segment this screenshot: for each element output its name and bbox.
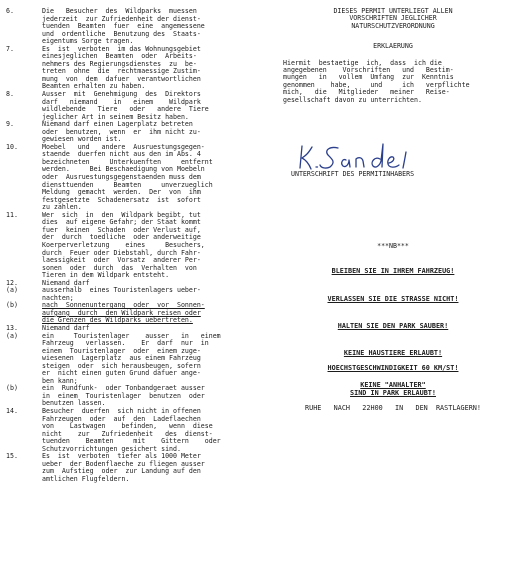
regulation-number bbox=[6, 151, 42, 159]
regulation-number bbox=[6, 219, 42, 227]
regulation-text: Beamten erhalten zu haben. bbox=[42, 82, 146, 91]
rule-text: HOECHSTGESCHWINDIGKEIT 60 KM/ST! bbox=[327, 364, 459, 372]
erklaerung-line: angegebenen Vorschriften und Bestim- bbox=[283, 66, 454, 75]
regulation-text: Besucher duerfen sich nicht in offenen bbox=[42, 406, 201, 415]
regulation-text: einesjeglichen Beamten oder Arbeits- bbox=[42, 52, 197, 61]
regulation-text: nehmers des Regierungsdienstes zu be- bbox=[42, 59, 197, 68]
handwritten-signature bbox=[296, 138, 414, 174]
regulation-text: Wer sich in den Wildpark begibt, tut bbox=[42, 210, 201, 219]
rule-text: VERLASSEN SIE DIE STRASSE NICHT! bbox=[327, 295, 459, 303]
regulation-text: staende duerfen nicht aus den im Abs. 4 bbox=[42, 150, 201, 159]
rule-text: KEINE HAUSTIERE ERLAUBT! bbox=[343, 349, 443, 357]
regulation-text: eigentums Sorge tragen. bbox=[42, 37, 134, 46]
regulation-text: ueber der Bodenflaeche zu fliegen ausser bbox=[42, 459, 205, 468]
regulation-number bbox=[6, 106, 42, 114]
erklaerung-title: ERKLAERUNG bbox=[373, 42, 413, 51]
regulation-text: Die Besucher des Wildparks muessen bbox=[42, 7, 197, 15]
regulation-text: Es ist verboten tiefer als 1000 Meter bbox=[42, 452, 201, 461]
regulation-number bbox=[6, 76, 42, 84]
regulation-number bbox=[6, 53, 42, 61]
regulation-number bbox=[6, 461, 42, 469]
regulation-text: mung von dem dafuer verantwortlichen bbox=[42, 74, 201, 83]
rule-no-pets bbox=[283, 349, 503, 357]
regulation-number bbox=[6, 234, 42, 242]
regulation-text: Fahrzeugen oder auf den Ladeflaechen bbox=[42, 414, 201, 423]
regulation-number bbox=[6, 250, 42, 258]
regulation-number bbox=[6, 68, 42, 76]
regulation-text: zu zahlen. bbox=[42, 203, 82, 212]
regulation-text: Ausser mit Genehmigung des Direktors bbox=[42, 90, 201, 99]
regulation-number: 14. bbox=[6, 406, 18, 415]
regulation-number bbox=[6, 265, 42, 273]
regulation-number bbox=[6, 476, 42, 484]
regulation-text: Niemand darf bbox=[42, 323, 90, 332]
rule-speed-limit bbox=[283, 364, 503, 372]
regulation-number bbox=[6, 99, 42, 107]
regulation-text: er nicht einen guten Grund dafuer ange- bbox=[42, 369, 201, 378]
regulation-text: amtlichen Flugfeldern. bbox=[42, 474, 130, 483]
regulation-text: ben kann; bbox=[42, 376, 78, 385]
nb-marker: ***NB*** bbox=[377, 242, 409, 250]
regulation-number bbox=[6, 355, 42, 363]
regulation-line bbox=[6, 476, 274, 484]
regulation-number: (b) bbox=[6, 384, 18, 393]
regulation-text: Niemand darf einen Lagerplatz betreten bbox=[42, 120, 193, 129]
regulation-text: oder benutzen, wenn er ihm nicht zu- bbox=[42, 127, 201, 136]
regulation-number bbox=[6, 257, 42, 265]
regulation-number bbox=[6, 370, 42, 378]
regulation-number bbox=[6, 438, 42, 446]
regulation-number bbox=[6, 61, 42, 69]
permit-header-line-1: DIESES PERMIT UNTERLIEGT ALLEN bbox=[333, 7, 453, 15]
regulation-text: nicht zur Zufriedenheit des dienst- bbox=[42, 429, 213, 438]
regulation-text: Meldung gemacht werden. Der von ihm bbox=[42, 188, 201, 197]
regulation-text: ein Rundfunk- oder Tonbandgeraet ausser bbox=[42, 384, 205, 393]
regulation-text: nach Sonnenuntergang oder vor Sonnen- bbox=[42, 301, 205, 310]
regulations-column bbox=[6, 8, 274, 483]
regulation-number: 6. bbox=[6, 7, 14, 15]
rule-text: BLEIBEN SIE IN IHREM FAHRZEUG! bbox=[331, 267, 455, 275]
regulation-number: 7. bbox=[6, 44, 14, 53]
rule-keep-park-clean bbox=[283, 322, 503, 330]
regulation-text: diensttuenden Beamten unverzueglich bbox=[42, 180, 213, 189]
regulation-text: Moebel und andere Ausruestungsgegen- bbox=[42, 142, 205, 151]
regulation-text: gewiesen worden ist. bbox=[42, 135, 122, 144]
regulation-number bbox=[6, 423, 42, 431]
erklaerung-line: mungen in vollem Umfang zur Kenntnis bbox=[283, 73, 454, 82]
regulation-number bbox=[6, 16, 42, 24]
rule-quiet-hours bbox=[283, 404, 503, 412]
regulation-text: der durch toedliche oder anderweitige bbox=[42, 233, 201, 242]
regulation-number bbox=[6, 129, 42, 137]
regulation-text: ein Touristenlager ausser in einem bbox=[42, 331, 221, 340]
regulation-text: werden. Bei Beschaedigung von Moebeln bbox=[42, 165, 205, 174]
regulation-text: steigen oder sich herausbeugen, sofern bbox=[42, 361, 201, 370]
regulation-number bbox=[6, 468, 42, 476]
regulation-number bbox=[6, 393, 42, 401]
regulation-text: darf niemand in einem Wildpark bbox=[42, 97, 201, 106]
regulation-number bbox=[6, 363, 42, 371]
regulation-text: die Grenzen des Wildparks uebertreten. bbox=[42, 316, 193, 325]
regulation-text: Es ist verboten im das Wohnungsgebiet bbox=[42, 44, 201, 53]
regulation-text: von Lastwagen befinden, wenn diese bbox=[42, 422, 213, 431]
regulation-number bbox=[6, 310, 42, 318]
regulation-number bbox=[6, 227, 42, 235]
regulation-text: einem Touristenlager oder einem zuge- bbox=[42, 346, 201, 355]
regulation-number: 11. bbox=[6, 210, 18, 219]
regulation-text: und ordentliche Benutzung des Staats- bbox=[42, 29, 201, 38]
regulation-text: laessigkeit oder Vorsatz anderer Per- bbox=[42, 256, 201, 265]
regulation-text: wildlebende Tiere oder andere Tiere bbox=[42, 105, 209, 114]
rule-text: KEINE "ANHALTER" bbox=[360, 381, 426, 389]
erklaerung-line: Hiermit bestaetige ich, dass ich die bbox=[283, 58, 442, 67]
regulation-text: wiesenen Lagerplatz aus einem Fahrzeug bbox=[42, 354, 201, 363]
signature-caption: UNTERSCHRIFT DES PERMITINHABERS bbox=[291, 170, 415, 178]
regulation-number bbox=[6, 197, 42, 205]
regulation-number bbox=[6, 166, 42, 174]
regulation-number: 15. bbox=[6, 452, 18, 461]
regulation-number bbox=[6, 174, 42, 182]
regulation-text: jeglicher Art in seinem Besitz haben. bbox=[42, 112, 189, 121]
regulation-text: jederzeit zur Zufriedenheit der dienst- bbox=[42, 14, 201, 23]
regulation-number bbox=[6, 242, 42, 250]
regulation-text: festgesetzte Schadenersatz ist sofort bbox=[42, 195, 201, 204]
regulation-text: in einem Touristenlager benutzen oder bbox=[42, 391, 205, 400]
regulation-number bbox=[6, 348, 42, 356]
regulation-text: durch Feuer oder Diebstahl, durch Fahr- bbox=[42, 248, 201, 257]
permit-header-line-3: NATURSCHUTZVERORDNUNG bbox=[351, 21, 435, 30]
rule-stay-in-vehicle bbox=[283, 267, 503, 275]
regulation-number bbox=[6, 416, 42, 424]
regulation-text: Koerperverletzung eines Besuchers, bbox=[42, 240, 205, 249]
regulation-text: benutzen lassen. bbox=[42, 399, 106, 408]
regulation-text: Tieren in dem Wildpark entsteht. bbox=[42, 271, 170, 280]
regulation-text: aufgang durch den Wildpark reisen oder bbox=[42, 308, 201, 317]
regulation-number bbox=[6, 23, 42, 31]
rule-no-hitchhikers bbox=[283, 381, 503, 389]
regulation-text: tuenden Beamten fuer eine angemessene bbox=[42, 22, 205, 31]
regulation-text: zum Aufstieg oder zur Landung auf den bbox=[42, 467, 201, 476]
regulation-text: bezeichneten Unterkuenften entfernt bbox=[42, 157, 213, 166]
rule-text: SIND IN PARK ERLAUBT! bbox=[350, 389, 436, 397]
rule-text: RUHE NACH 22H00 IN DEN RASTLAGERN! bbox=[305, 404, 481, 412]
regulation-number: 13. bbox=[6, 323, 18, 332]
rule-no-hitchhikers-line-2 bbox=[283, 389, 503, 397]
regulation-number: (b) bbox=[6, 301, 18, 310]
regulation-number bbox=[6, 340, 42, 348]
regulation-text: dies auf eigene Gefahr; der Staat kommt bbox=[42, 218, 201, 227]
regulation-text: fuer keinen Schaden oder Verlust auf, bbox=[42, 225, 201, 234]
erklaerung-line: genommen habe, und ich verpflichte bbox=[283, 80, 470, 89]
regulation-number: 8. bbox=[6, 90, 14, 99]
regulation-number bbox=[6, 182, 42, 190]
regulation-number: 9. bbox=[6, 120, 14, 129]
regulation-text: tuenden Beamten mit Gittern oder bbox=[42, 437, 221, 446]
regulation-number bbox=[6, 431, 42, 439]
regulation-number: (a) bbox=[6, 331, 18, 340]
rule-text: HALTEN SIE DEN PARK SAUBER! bbox=[337, 322, 449, 330]
rule-stay-on-road bbox=[283, 295, 503, 303]
regulation-text: Schutzvorrichtungen gesichert sind. bbox=[42, 444, 181, 453]
permit-header-line-2: VORSCHRIFTEN JEGLICHER bbox=[349, 14, 437, 23]
regulation-number bbox=[6, 31, 42, 39]
erklaerung-line: gesellschaft davon zu unterrichten. bbox=[283, 95, 422, 104]
erklaerung-line: mich, die Mitglieder meiner Reise- bbox=[283, 88, 450, 97]
regulation-text: sonen oder durch das Verhalten von bbox=[42, 263, 197, 272]
regulation-text: Fahrzeug verlassen. Er darf nur in bbox=[42, 339, 209, 348]
regulation-text: ausserhalb eines Touristenlagers ueber- bbox=[42, 286, 201, 295]
regulation-text: treten ohne die rechtmaessige Zustim- bbox=[42, 67, 201, 76]
regulation-text: Niemand darf bbox=[42, 278, 90, 287]
regulation-number bbox=[6, 159, 42, 167]
regulation-number bbox=[6, 189, 42, 197]
declaration-column bbox=[283, 8, 503, 104]
regulation-text: nachten; bbox=[42, 293, 74, 302]
regulation-text: oder Ausruestungsgegenstaenden muss dem bbox=[42, 173, 201, 182]
regulation-number: (a) bbox=[6, 286, 18, 295]
regulation-number: 12. bbox=[6, 278, 18, 287]
regulation-number: 10. bbox=[6, 142, 18, 151]
